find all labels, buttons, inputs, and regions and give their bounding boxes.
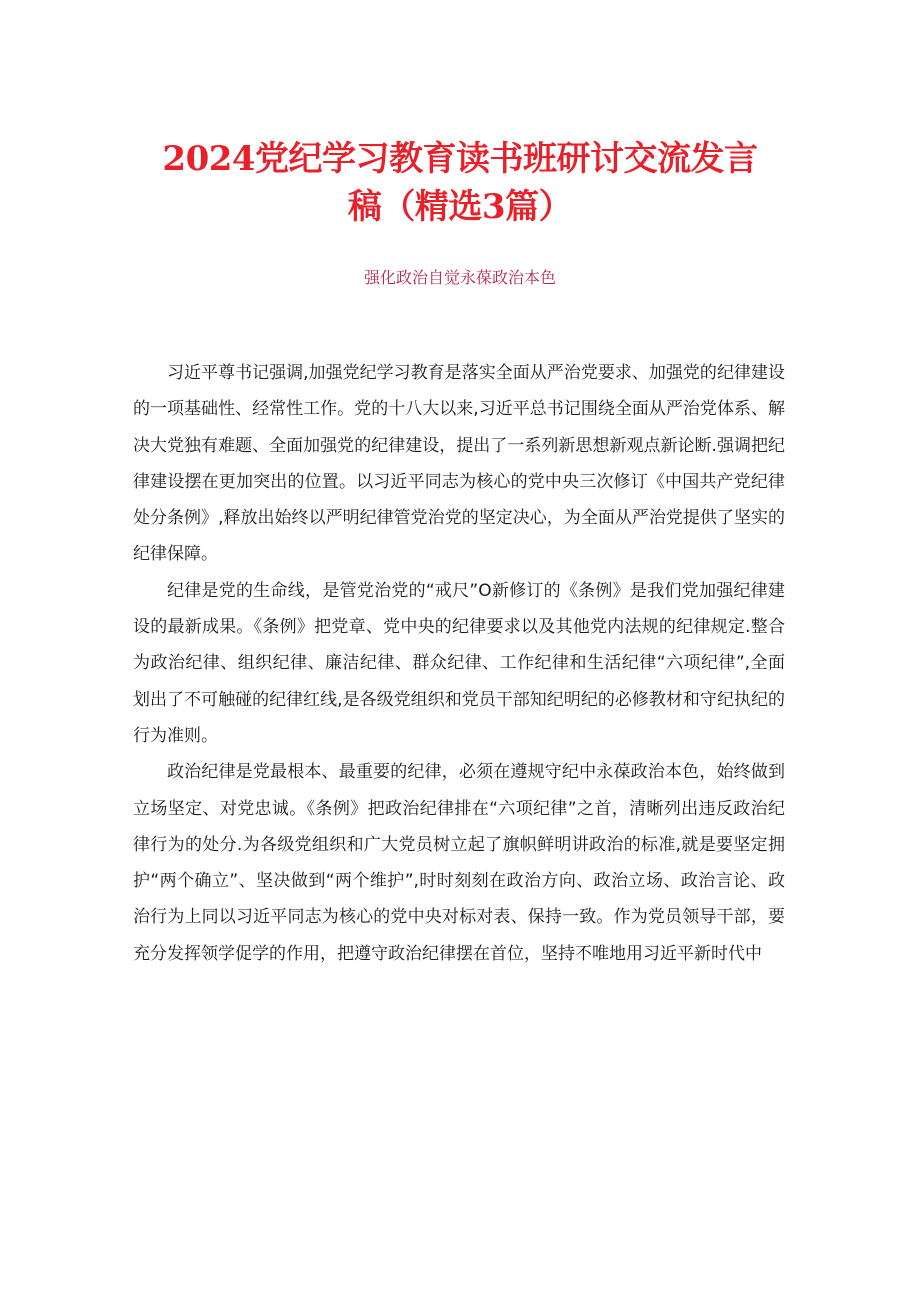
title-line-2: 稿（精选3篇） (347, 186, 573, 227)
document-body (133, 355, 785, 972)
document-title (120, 135, 800, 231)
paragraph-2: 纪律是党的生命线，是管党治党的“戒尺”O新修订的《条例》是我们党加强纪律建设的最新成果。《条例》把党章、党中央的纪律要求以及其他党内法规的纪律规定.整合为政治纪律、组织纪律、廉洁纪律、群众纪律、工作纪律和生活纪律“六项纪律”,全面划出了不可触碰的纪律红线,是各级党组织和党员干部知纪明纪的必修教材和守纪执纪的行为准则。 (133, 580, 785, 746)
section-subtitle: 强化政治自觉永葆政治本色 (363, 268, 556, 287)
title-line-1: 2024党纪学习教育读书班研讨交流发言 (162, 138, 758, 179)
paragraph-1: 习近平尊书记强调,加强党纪学习教育是落实全面从严治党要求、加强党的纪律建设的一项基础性、经常性工作。党的十八大以来,习近平总书记围绕全面从严治党体系、解决大党独有难题、全面加强党的纪律建设，提出了一系列新思想新观点新论断.强调把纪律建设摆在更加突出的位置。以习近平同志为核心的党中央三次修订《中国共产党纪律处分条例》,释放出始终以严明纪律管党治党的坚定决心，为全面从严治党提供了坚实的纪律保障。 (133, 363, 785, 565)
paragraph-3: 政治纪律是党最根本、最重要的纪律，必须在遵规守纪中永葆政治本色，始终做到立场坚定、对党忠诚。《条例》把政治纪律排在“六项纪律”之首，清晰列出违反政治纪律行为的处分.为各级党组织和广大党员树立起了旗帜鲜明讲政治的标准,就是要坚定拥护“两个确立”、坚决做到“两个维护”,时时刻刻在政治方向、政治立场、政治言论、政治行为上同以习近平同志为核心的党中央对标对表、保持一致。作为党员领导干部，要充分发挥领学促学的作用，把遵守政治纪律摆在首位，坚持不唯地用习近平新时代中 (133, 762, 785, 964)
